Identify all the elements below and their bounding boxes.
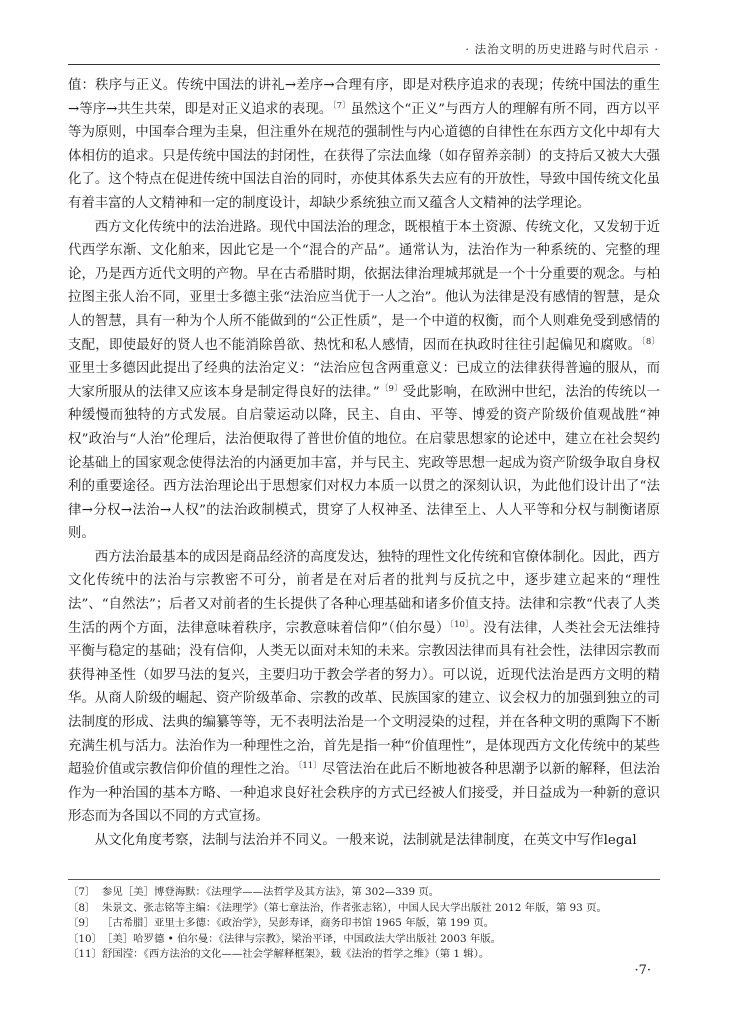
footnote-11 [68, 947, 668, 963]
footnote-text: 朱景文、张志铭等主编：《法理学》（第七章法治，作者张志铭），中国人民大学出版社 2012 年版，第 93 页。 [102, 901, 607, 914]
footnote-number: 〔8〕 [68, 901, 96, 914]
footnote-10 [68, 932, 668, 948]
footnote-text: 参见［美］博登海默：《法理学——法哲学及其方法》，第 302—339 页。 [102, 886, 440, 898]
footnote-8 [68, 901, 668, 917]
footnote-reference: 〔11〕 [297, 761, 322, 772]
paragraph-text: 西方法治最基本的成因是商品经济的高度发达，独特的理性文化传统和官僚体制化。因此，西方文化传统中的法治与宗教密不可分，前者是在对后者的批判与反抗之中，逐步建立起来的“理性法”、“自然法”；后者又对前者的生长提供了各种心理基础和诸多价值支持。法律和宗教“代表了人类生活的两个方面，法律意味着秩序，宗教意味着信仰”（伯尔曼） [68, 549, 660, 636]
paragraph-text: 受此影响，在欧洲中世纪，法治的传统以一种缓慢而独特的方式发展。自启蒙运动以降，民主、自由、平等、博爱的资产阶级价值观战胜“神权”政治与“人治”伦理后，法治便取得了普世价值的地位。在启蒙思想家的论述中，建立在社会契约论基础上的国家观念使得法治的内涵更加丰富，并与民主、宪政等思想一起成为资产阶级争取自身权利的重要途径。西方法治理论出于思想家们对权力本质一以贯之的深刻认识，为此他们设计出了“法律→分权→法治→人权”的法治政制模式，贯穿了人权神圣、法律至上、人人平等和分权与制衡诸原则。 [68, 384, 660, 542]
footnote-number: 〔10〕 [68, 932, 103, 945]
footnote-text: 舒国滢：《西方法治的文化——社会学解释框架》，载《法治的哲学之维》（第 1 辑）。 [102, 948, 490, 961]
paragraph-text: 尽管法治在此后不断地被各种思潮予以新的解释，但法治作为一种治国的基本方略、一种追求良好社会秩序的方式已经被人们接受，并日益成为一种新的意识形态而为各国以不同的方式宣扬。 [68, 762, 660, 825]
footnotes [68, 885, 668, 963]
page-number: ·7· [634, 963, 651, 978]
footnote-reference: 〔9〕 [379, 383, 403, 394]
footnote-number: 〔7〕 [68, 886, 96, 898]
running-header: · 法治文明的历史进路与时代启示 · [465, 42, 659, 56]
header-rule [68, 64, 660, 65]
body-text [68, 74, 660, 853]
footnote-number: 〔9〕 [68, 917, 96, 930]
footnote-number: 〔11〕 [68, 948, 103, 961]
paragraph-text: 西方文化传统中的法治进路。现代中国法治的理念，既根植于本土资源、传统文化，又发轫于近代西学东渐、文化舶来，因此它是一个“混合的产品”。通常认为，法治作为一种系统的、完整的理论，乃是西方近代文明的产物。早在古希腊时期，依据法律治理城邦就是一个十分重要的观念。与柏拉图主张人治不同，亚里士多德主张“法治应当优于一人之治”。他认为法律是没有感情的智慧，是众人的智慧，具有一种为个人所不能做到的“公正性质”，是一个中道的权衡，而个人则难免受到感情的支配，即使最好的贤人也不能消除兽欲、热忱和私人感情，因而在执政时往往引起偏见和腐败。 [68, 219, 660, 353]
paragraph-text: 虽然这个“正义”与西方人的理解有所不同，西方以平等为原则，中国奉合理为圭臬，但注重外在规范的强制性与内心道德的自律性在东西方文化中却有大体相仿的追求。只是传统中国法的封闭性，在获得了宗法血缘（如存留养亲制）的支持后又被大大强化了。这个特点在促进传统中国法自治的同时，亦使其体系失去应有的开放性，导致中国传统文化虽有着丰富的人文精神和一定的制度设计，却缺少系统独立而又蕴含人文精神的法学理论。 [68, 101, 660, 211]
footnote-7 [68, 885, 668, 901]
paragraph-text: 从文化角度考察，法制与法治并不同义。一般来说，法制就是法律制度，在英文中写作legal [94, 833, 637, 848]
footnote-rule [68, 879, 660, 880]
paragraph-text: 值：秩序与正义。传统中国法的讲礼→差序→合理有序，即是对秩序追求的表现；传统中国法的重生→等序→共生共荣，即是对正义追求的表现。 [68, 78, 660, 117]
body-paragraph [68, 216, 660, 546]
body-paragraph [68, 546, 660, 829]
paragraph-text: 亚里士多德因此提出了经典的法治定义：“法治应包含两重意义：已成立的法律获得普遍的服从，而大家所服从的法律又应该本身是制定得良好的法律。” [68, 361, 660, 400]
body-paragraph [68, 74, 660, 216]
footnote-reference: 〔8〕 [641, 336, 660, 347]
footnote-text: ［美］哈罗德 • 伯尔曼：《法律与宗教》，梁治平译，中国政法大学出版社 2003 年版。 [102, 932, 502, 945]
footnote-reference: 〔10〕 [449, 619, 470, 630]
footnote-reference: 〔7〕 [332, 100, 351, 111]
footnote-9 [68, 916, 668, 932]
footnote-text: ［古希腊］亚里士多德：《政治学》，吴彭寿译，商务印书馆 1965 年版，第 199 页。 [102, 917, 494, 930]
paragraph-text: 。没有法律，人类社会无法维持平衡与稳定的基础；没有信仰，人类无以面对未知的未来。宗教因法律而具有社会性，法律因宗教而获得神圣性（如罗马法的复兴，主要归功于教会学者的努力）。可以说，近现代法治是西方文明的精华。从商人阶级的崛起、资产阶级革命、宗教的改革、民族国家的建立、议会权力的加强到独立的司法制度的形成、法典的编纂等等，无不表明法治是一个文明浸染的过程，并在各种文明的熏陶下不断充满生机与活力。法治作为一种理性之治，首先是指一种“价值理性”，是体现西方文化传统中的某些超验价值或宗教信仰价值的理性之治。 [68, 620, 660, 778]
body-paragraph [68, 829, 660, 853]
